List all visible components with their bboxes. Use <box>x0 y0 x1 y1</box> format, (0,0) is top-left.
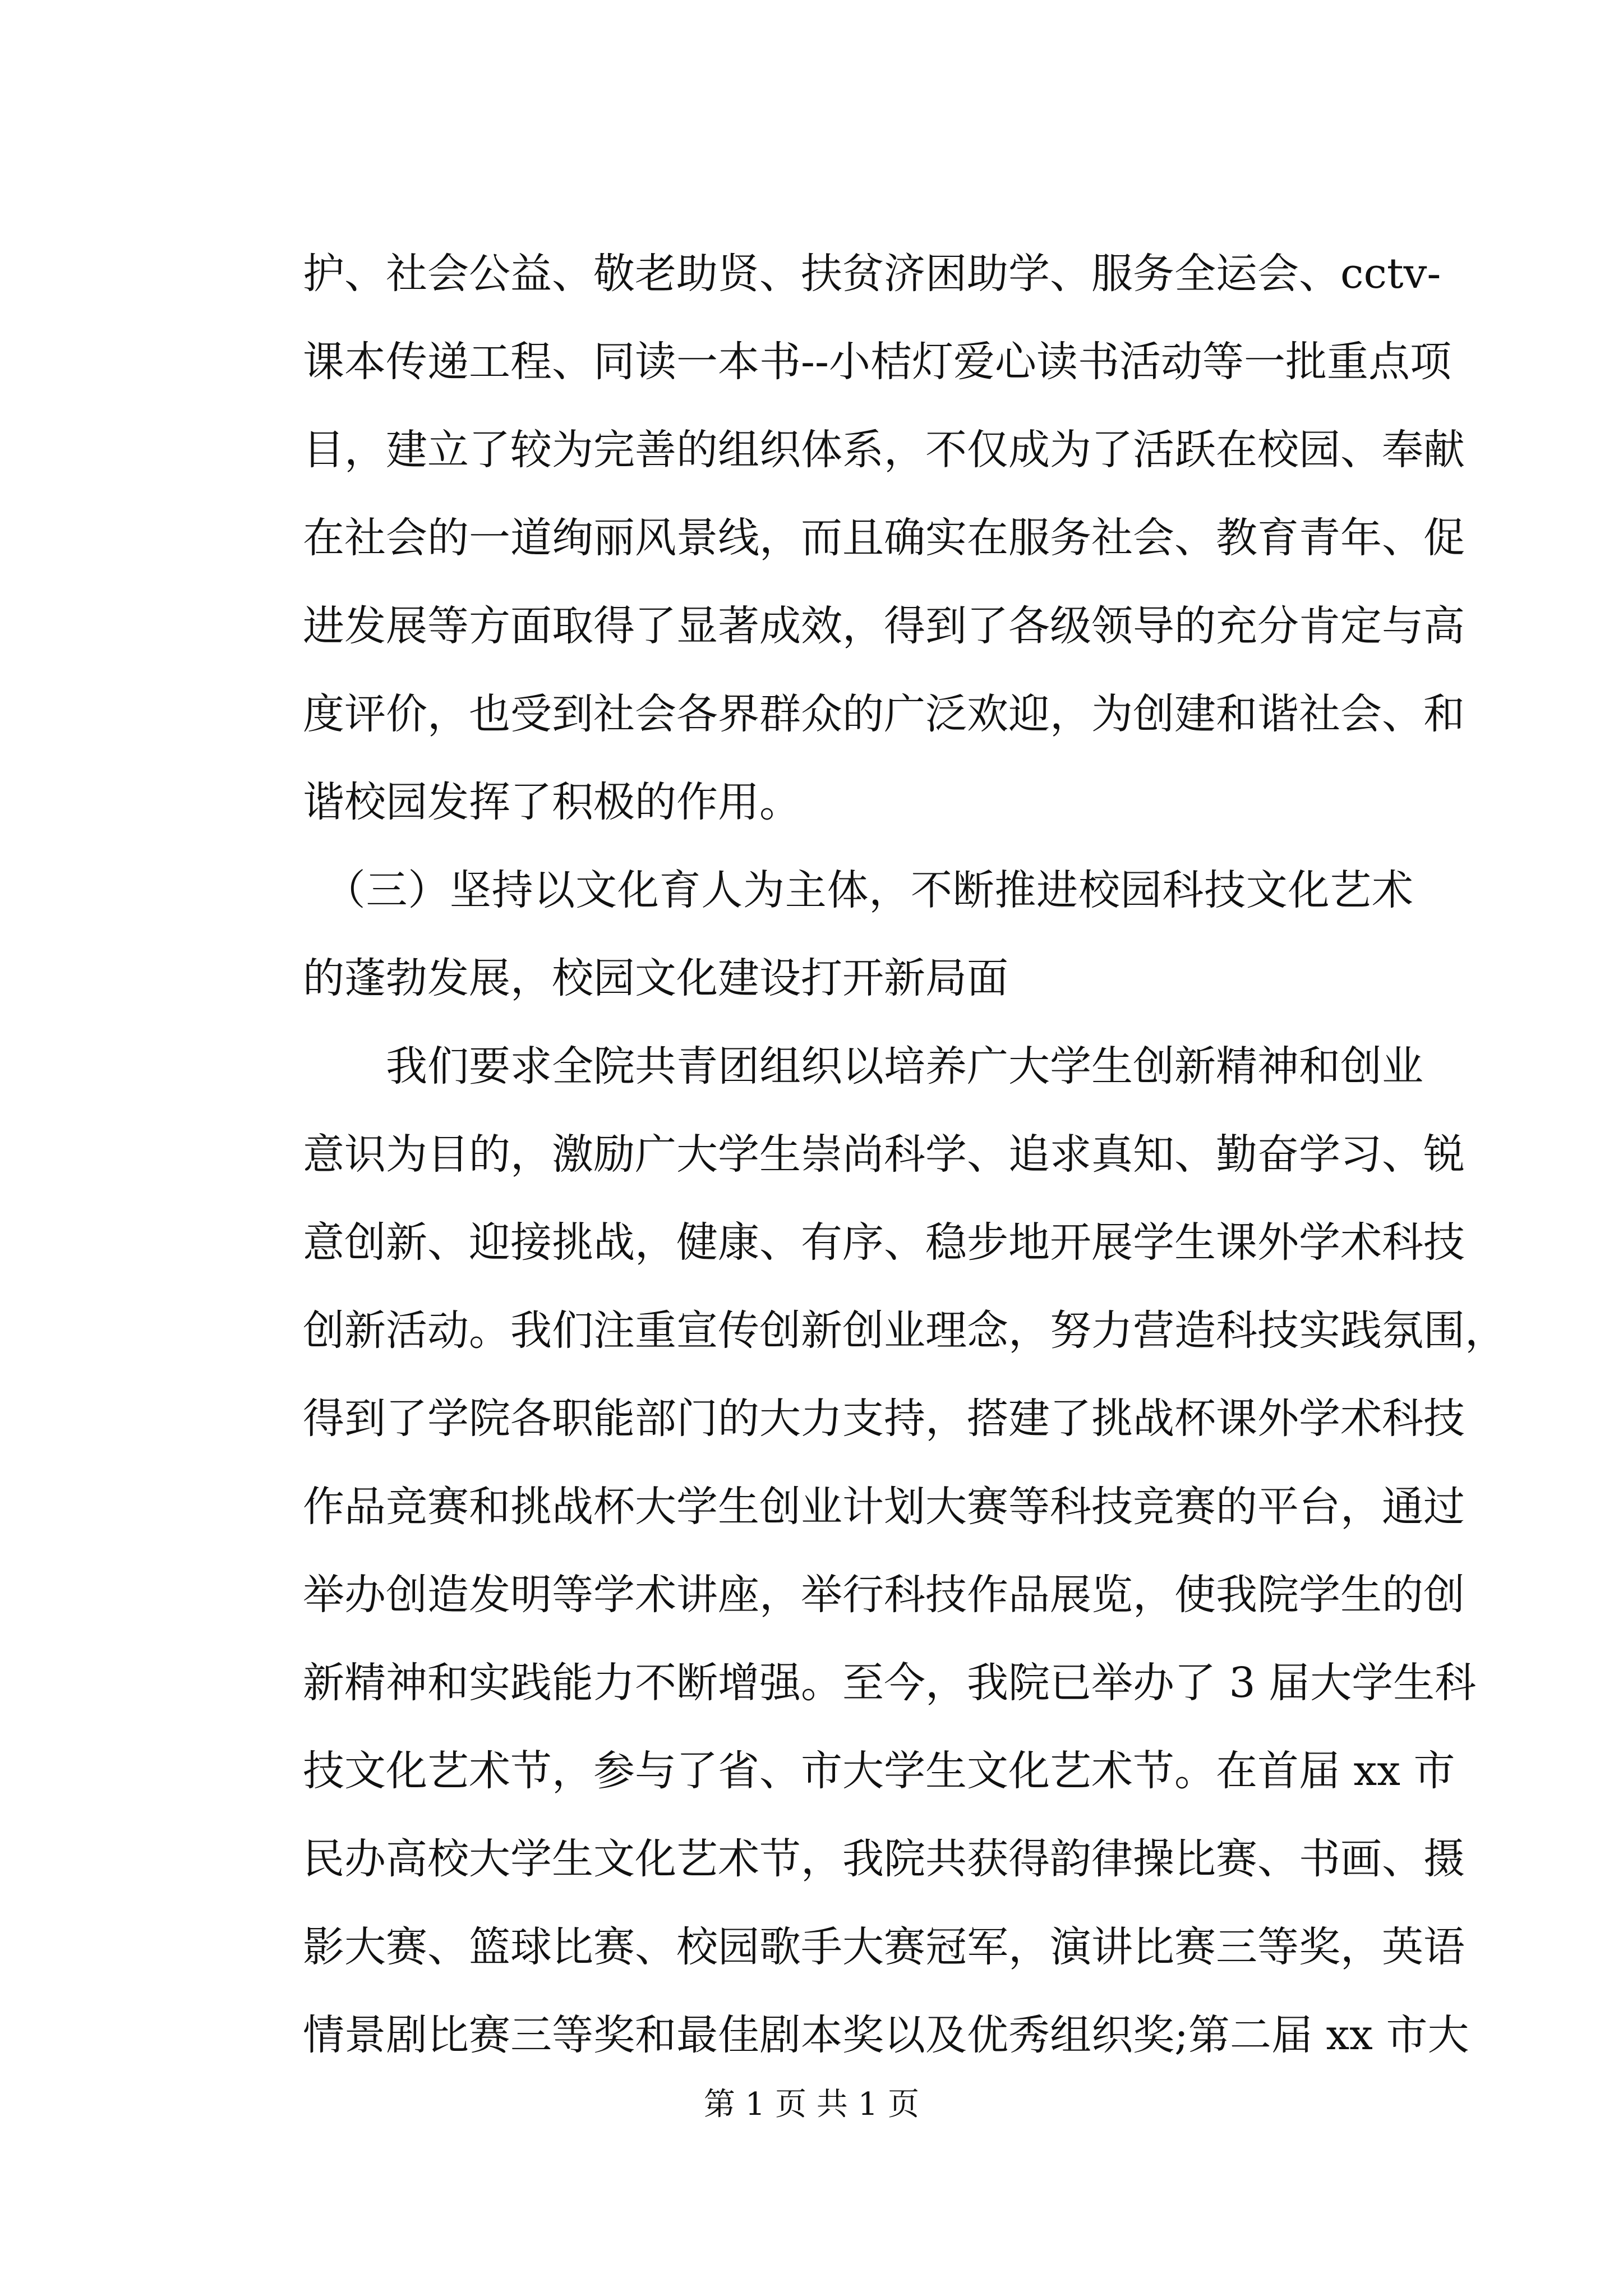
text-line: 护、社会公益、敬老助贤、扶贫济困助学、服务全运会、cctv- <box>303 250 1441 298</box>
text-line: 得到了学院各职能部门的大力支持，搭建了挑战杯课外学术科技 <box>303 1395 1465 1443</box>
section-heading-line: 的蓬勃发展，校园文化建设打开新局面 <box>303 954 1008 1002</box>
text-line: 情景剧比赛三等奖和最佳剧本奖以及优秀组织奖;第二届 xx 市大 <box>303 2011 1469 2059</box>
text-line: 技文化艺术节，参与了省、市大学生文化艺术节。在首届 xx 市 <box>303 1747 1455 1795</box>
text-line: 创新活动。我们注重宣传创新创业理念，努力营造科技实践氛围， <box>303 1306 1506 1355</box>
body-text <box>303 230 1506 2079</box>
text-line: 新精神和实践能力不断增强。至今，我院已举办了 3 届大学生科 <box>303 1659 1477 1707</box>
text-line: 意创新、迎接挑战，健康、有序、稳步地开展学生课外学术科技 <box>303 1218 1465 1267</box>
text-line: 民办高校大学生文化艺术节，我院共获得韵律操比赛、书画、摄 <box>303 1835 1465 1883</box>
text-line: 我们要求全院共青团组织以培养广大学生创新精神和创业 <box>303 1042 1423 1091</box>
text-line: 进发展等方面取得了显著成效，得到了各级领导的充分肯定与高 <box>303 602 1465 650</box>
text-line: 在社会的一道绚丽风景线，而且确实在服务社会、教育青年、促 <box>303 514 1465 562</box>
text-line: 作品竞赛和挑战杯大学生创业计划大赛等科技竞赛的平台，通过 <box>303 1483 1465 1531</box>
text-line: 课本传递工程、同读一本书--小桔灯爱心读书活动等一批重点项 <box>303 338 1452 386</box>
text-line: 谐校园发挥了积极的作用。 <box>303 778 801 826</box>
page-number-footer: 第 1 页 共 1 页 <box>703 2086 920 2123</box>
text-line: 目，建立了较为完善的组织体系，不仅成为了活跃在校园、奉献 <box>303 426 1465 474</box>
text-line: 度评价，也受到社会各界群众的广泛欢迎，为创建和谐社会、和 <box>303 690 1465 738</box>
text-line: 意识为目的，激励广大学生崇尚科学、追求真知、勤奋学习、锐 <box>303 1130 1465 1179</box>
section-heading-line: （三）坚持以文化育人为主体，不断推进校园科技文化艺术 <box>303 866 1413 914</box>
text-line: 举办创造发明等学术讲座，举行科技作品展览，使我院学生的创 <box>303 1571 1465 1619</box>
text-line: 影大赛、篮球比赛、校园歌手大赛冠军，演讲比赛三等奖，英语 <box>303 1923 1465 1971</box>
